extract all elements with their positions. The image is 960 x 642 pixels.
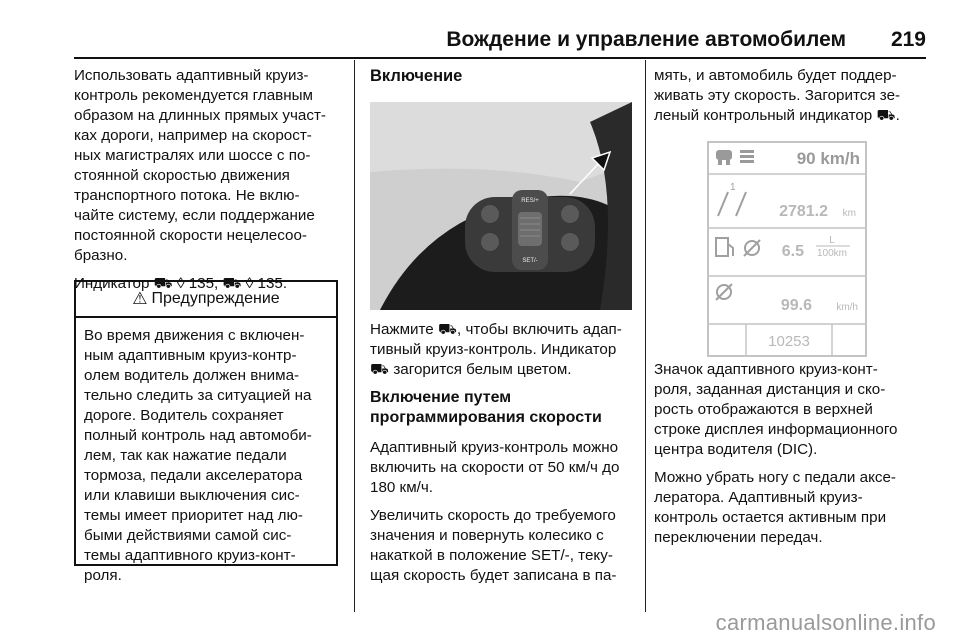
- continued-paragraph: мять, и автомобиль будет поддер- живать эту скорость. Загорится зе- леный контрольный индикатор ⛟.: [654, 67, 901, 124]
- column-divider-1: [354, 60, 355, 612]
- column-2: [370, 66, 634, 98]
- header-rule: [74, 57, 926, 59]
- page-title: Вождение и управление автомобилем: [446, 28, 846, 51]
- column-3: [654, 66, 926, 134]
- intro-paragraph: Использовать адаптивный круиз- контроль рекомендуется главным образом на длинных прямых участ- ках дороги, например на скорост- ных магистралях или шоссе с по- стоянной скоростью движения транспортного потока. Не вклю- чайте систему, если поддержание постоянной скорости нецелесоо- бразно.: [74, 67, 326, 264]
- section-heading: Включение: [370, 67, 463, 85]
- display-caption: Значок адаптивного круиз-конт- роля, заданная дистанция и ско- рость отображаются в верхней строке дисплея информационного центра водителя (DIC).: [654, 361, 898, 458]
- svg-text:L: L: [829, 235, 835, 246]
- subsection-heading: Включение путем программирования скорости: [370, 389, 602, 426]
- steering-wheel-photo: [370, 102, 632, 310]
- warning-triangle-icon: ⚠: [132, 289, 148, 308]
- speed-range-paragraph: Адаптивный круиз-контроль можно включить на скорости от 50 км/ч до 180 км/ч.: [370, 439, 620, 496]
- svg-text:SET/-: SET/-: [522, 258, 538, 264]
- svg-text:6.5: 6.5: [781, 243, 804, 260]
- column-2-lower: [370, 320, 634, 594]
- svg-text:1: 1: [730, 182, 736, 193]
- warning-text: Во время движения с включен- ным адаптивным круиз-контр- олем водитель должен внима- тельно следить за ситуацией на дороге. Водитель сохраняет полный контроль над автомоби- лем, так как нажатие педали тормоза, педали акселератора или клавиши выключения сис- темы имеет приоритет над лю- быми действиями самой сис- темы адаптивного круиз-конт- роля.: [84, 327, 312, 584]
- page-number: 219: [890, 28, 926, 51]
- pedal-paragraph: Можно убрать ногу с педали аксе- лератора. Адаптивный круиз- контроль остается активным при переключении передач.: [654, 469, 896, 546]
- driver-info-display: [700, 134, 872, 366]
- svg-text:km: km: [842, 208, 856, 219]
- activate-paragraph: Нажмите ⛟, чтобы включить адап- тивный круиз-контроль. Индикатор ⛟ загорится белым цветом.: [370, 321, 622, 378]
- page-header: [74, 28, 926, 52]
- column-3-lower: [654, 360, 926, 556]
- distance-bars-icon: [740, 150, 754, 163]
- svg-text:2781.2: 2781.2: [779, 203, 828, 220]
- svg-text:10253: 10253: [768, 333, 810, 350]
- warning-box: [74, 280, 338, 584]
- svg-text:100km: 100km: [816, 248, 848, 259]
- svg-text:99.6: 99.6: [780, 297, 812, 314]
- column-1: [74, 66, 344, 302]
- svg-text:90 km/h: 90 km/h: [796, 149, 860, 168]
- warning-heading: ⚠ Предупреждение: [76, 282, 336, 318]
- column-divider-2: [645, 60, 646, 612]
- watermark: carmanualsonline.info: [715, 610, 936, 635]
- svg-text:km/h: km/h: [836, 302, 858, 313]
- set-speed-paragraph: Увеличить скорость до требуемого значения и повернуть колесико с накаткой в положение SET/-, теку- щая скорость будет записана в па-: [370, 507, 617, 584]
- indicator-reference: Индикатор ⛟ ◊ 135, ⛟ ◊ 135.: [74, 275, 288, 292]
- svg-text:RES/+: RES/+: [521, 198, 539, 204]
